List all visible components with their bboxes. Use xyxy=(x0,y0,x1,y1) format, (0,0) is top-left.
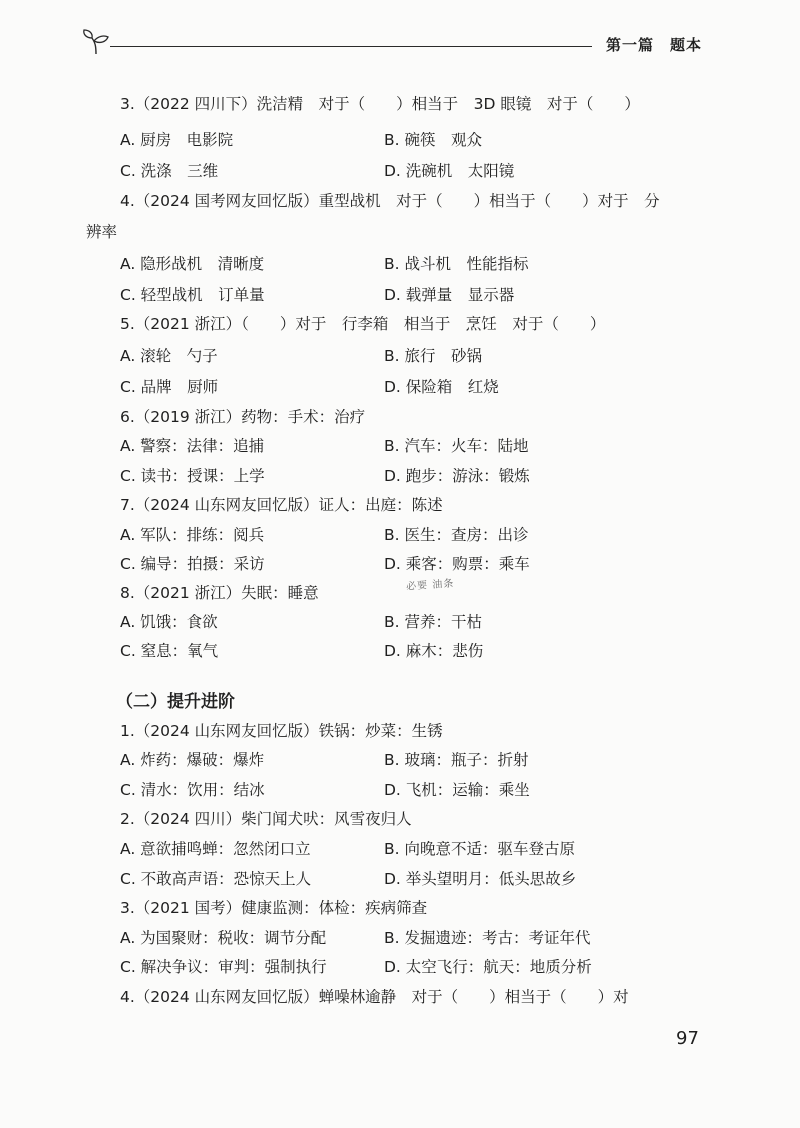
question-8-option-d: D. 麻木：悲伤 xyxy=(384,642,484,660)
question-5-option-a: A. 滚轮 勺子 xyxy=(120,347,218,365)
advanced-question-2-option-a: A. 意欲捕鸣蝉：忽然闭口立 xyxy=(120,840,311,858)
advanced-question-2-option-c: C. 不敢高声语：恐惊天上人 xyxy=(120,870,312,888)
question-5-stem: 5.（2021 浙江）（ ）对于 行李箱 相当于 烹饪 对于（ ） xyxy=(120,315,606,333)
question-5-option-c: C. 品牌 厨师 xyxy=(120,378,219,396)
question-7-stem: 7.（2024 山东网友回忆版）证人：出庭：陈述 xyxy=(120,496,443,514)
question-6-option-b: B. 汽车：火车：陆地 xyxy=(384,437,529,455)
advanced-question-1-option-d: D. 飞机：运输：乘坐 xyxy=(384,781,530,799)
question-4-option-a: A. 隐形战机 清晰度 xyxy=(120,255,265,273)
question-5-option-b: B. 旅行 砂锅 xyxy=(384,347,482,365)
header-title: 第一篇 题本 xyxy=(605,36,702,54)
question-7-option-c: C. 编导：拍摄：采访 xyxy=(120,555,265,573)
advanced-question-2-option-b: B. 向晚意不适：驱车登古原 xyxy=(384,840,575,858)
advanced-question-3-option-b: B. 发掘遗迹：考古：考证年代 xyxy=(384,929,591,947)
question-6-option-d: D. 跑步：游泳：锻炼 xyxy=(384,467,530,485)
section-title: （二）提升进阶 xyxy=(116,692,235,712)
question-3-option-d: D. 洗碗机 太阳镜 xyxy=(384,162,515,180)
question-7-option-d: D. 乘客：购票：乘车 xyxy=(384,555,530,573)
question-4-option-c: C. 轻型战机 订单量 xyxy=(120,286,265,304)
question-3-option-b: B. 碗筷 观众 xyxy=(384,131,482,149)
question-7-option-a: A. 军队：排练：阅兵 xyxy=(120,526,265,544)
sprout-icon xyxy=(82,28,116,56)
advanced-question-2-stem: 2.（2024 四川）柴门闻犬吠：风雪夜归人 xyxy=(120,810,412,828)
advanced-question-2-option-d: D. 举头望明月：低头思故乡 xyxy=(384,870,577,888)
page-number: 97 xyxy=(676,1028,699,1049)
question-4-stem-continued: 辨率 xyxy=(86,223,118,241)
advanced-question-3-option-d: D. 太空飞行：航天：地质分析 xyxy=(384,958,592,976)
handwritten-note: 必要 油条 xyxy=(405,578,455,593)
advanced-question-3-option-a: A. 为国聚财：税收：调节分配 xyxy=(120,929,327,947)
question-8-stem: 8.（2021 浙江）失眠：睡意 xyxy=(120,584,319,602)
question-3-stem: 3.（2022 四川下）洗洁精 对于（ ）相当于 3D 眼镜 对于（ ） xyxy=(120,95,640,113)
question-8-option-b: B. 营养：干枯 xyxy=(384,613,482,631)
question-8-option-c: C. 窒息：氧气 xyxy=(120,642,219,660)
advanced-question-1-option-b: B. 玻璃：瓶子：折射 xyxy=(384,751,529,769)
question-4-option-d: D. 载弹量 显示器 xyxy=(384,286,515,304)
advanced-question-1-stem: 1.（2024 山东网友回忆版）铁锅：炒菜：生锈 xyxy=(120,722,443,740)
question-4-option-b: B. 战斗机 性能指标 xyxy=(384,255,529,273)
header-rule xyxy=(110,46,592,47)
question-5-option-d: D. 保险箱 红烧 xyxy=(384,378,499,396)
advanced-question-4-stem: 4.（2024 山东网友回忆版）蝉噪林逾静 对于（ ）相当于（ ）对 xyxy=(120,988,629,1006)
question-6-option-c: C. 读书：授课：上学 xyxy=(120,467,265,485)
advanced-question-3-stem: 3.（2021 国考）健康监测：体检：疾病筛查 xyxy=(120,899,428,917)
question-6-option-a: A. 警察：法律：追捕 xyxy=(120,437,265,455)
question-4-stem: 4.（2024 国考网友回忆版）重型战机 对于（ ）相当于（ ）对于 分 xyxy=(120,192,660,210)
advanced-question-1-option-a: A. 炸药：爆破：爆炸 xyxy=(120,751,265,769)
advanced-question-1-option-c: C. 清水：饮用：结冰 xyxy=(120,781,265,799)
question-7-option-b: B. 医生：查房：出诊 xyxy=(384,526,529,544)
question-3-option-a: A. 厨房 电影院 xyxy=(120,131,234,149)
question-6-stem: 6.（2019 浙江）药物：手术：治疗 xyxy=(120,408,366,426)
question-8-option-a: A. 饥饿：食欲 xyxy=(120,613,218,631)
page-header xyxy=(82,26,702,56)
question-3-option-c: C. 洗涤 三维 xyxy=(120,162,219,180)
advanced-question-3-option-c: C. 解决争议：审判：强制执行 xyxy=(120,958,327,976)
